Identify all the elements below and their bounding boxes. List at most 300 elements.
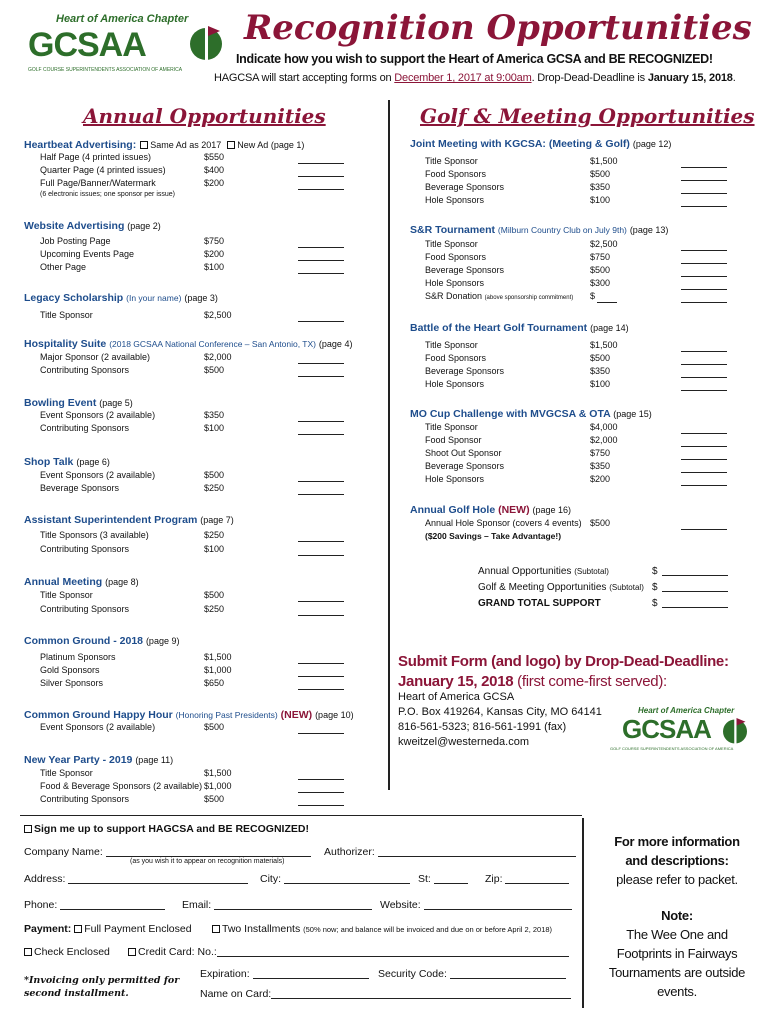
sponsor-amount-field[interactable] bbox=[681, 463, 727, 473]
sr-page: (page 13) bbox=[629, 225, 669, 235]
golf-subtotal-text: Golf & Meeting Opportunities bbox=[478, 582, 607, 593]
contact-email[interactable]: kweitzel@westerneda.com bbox=[398, 736, 529, 748]
sponsor-amount-field[interactable] bbox=[681, 450, 727, 460]
credit-card-label: Credit Card: bbox=[138, 946, 195, 958]
sponsor-label: Food Sponsors bbox=[425, 353, 487, 363]
sponsor-amount: $350 bbox=[590, 366, 611, 376]
installments-checkbox[interactable] bbox=[212, 925, 220, 933]
sr-donation-currency: $ bbox=[590, 291, 596, 301]
battle-page: (page 14) bbox=[590, 323, 629, 333]
sponsor-amount-field[interactable] bbox=[298, 312, 344, 322]
website-label: Website: bbox=[380, 899, 421, 911]
sponsor-amount: $500 bbox=[204, 722, 225, 732]
mocup-title: MO Cup Challenge with MVGCSA & OTA bbox=[410, 408, 611, 420]
name-on-card-label: Name on Card: bbox=[200, 988, 272, 1000]
security-row bbox=[378, 968, 566, 980]
sponsor-label: Event Sponsors (2 available) bbox=[40, 470, 156, 480]
sponsor-label: Beverage Sponsors bbox=[40, 483, 120, 493]
sponsor-amount-field[interactable] bbox=[681, 381, 727, 391]
golfhole-page: (page 16) bbox=[532, 505, 572, 515]
happyhour-page: (page 10) bbox=[315, 710, 354, 720]
sponsor-amount: $650 bbox=[204, 678, 225, 688]
sponsor-amount: $750 bbox=[590, 252, 611, 262]
email-row bbox=[182, 899, 372, 911]
mocup-section-title bbox=[410, 408, 652, 420]
assistant-title: Assistant Superintendent Program bbox=[24, 514, 198, 526]
sponsor-amount-field[interactable] bbox=[681, 424, 727, 434]
bowling-section-title bbox=[24, 397, 133, 409]
city-row bbox=[260, 873, 410, 885]
credit-row bbox=[128, 946, 569, 958]
sponsor-amount-field[interactable] bbox=[298, 680, 344, 690]
sr-donation-total-field[interactable] bbox=[681, 293, 727, 303]
sponsor-label: Quarter Page (4 printed issues) bbox=[40, 165, 166, 175]
logo-sub-text: GOLF COURSE SUPERINTENDENTS ASSOCIATION OF AMERICA bbox=[28, 67, 183, 73]
hospitality-page: (page 4) bbox=[318, 339, 353, 349]
sponsor-amount-field[interactable] bbox=[298, 264, 344, 274]
battle-section-title bbox=[410, 322, 629, 334]
sponsor-label: Job Posting Page bbox=[40, 236, 111, 246]
sponsor-amount-field[interactable] bbox=[298, 532, 344, 542]
sponsor-amount: $100 bbox=[204, 262, 225, 272]
sponsor-amount-field[interactable] bbox=[298, 238, 344, 248]
sponsor-amount-field[interactable] bbox=[298, 783, 344, 793]
annual-subtotal-sub: (Subtotal) bbox=[574, 567, 609, 576]
sponsor-label: Silver Sponsors bbox=[40, 678, 104, 688]
legacy-page: (page 3) bbox=[184, 293, 218, 303]
security-label: Security Code: bbox=[378, 968, 447, 980]
submit-line2 bbox=[398, 672, 729, 692]
sponsor-amount-field[interactable] bbox=[298, 592, 344, 602]
website-input[interactable] bbox=[424, 899, 572, 910]
note-block bbox=[600, 906, 754, 1001]
contact-org: Heart of America GCSA bbox=[398, 691, 515, 703]
sponsor-amount-field[interactable] bbox=[298, 770, 344, 780]
sponsor-label: Gold Sponsors bbox=[40, 665, 100, 675]
column-divider bbox=[388, 100, 390, 790]
golf-subtotal-field[interactable] bbox=[662, 582, 728, 592]
phone-input[interactable] bbox=[60, 899, 165, 910]
heartbeat-section-title bbox=[24, 139, 304, 151]
sponsor-amount: $100 bbox=[590, 195, 611, 205]
sponsor-label: Hole Sponsors bbox=[425, 278, 485, 288]
phone-row bbox=[24, 899, 165, 911]
installments-label: Two Installments bbox=[222, 923, 301, 935]
sponsor-amount-field[interactable] bbox=[681, 171, 727, 181]
installments-row bbox=[212, 923, 552, 935]
sponsor-amount: $200 bbox=[204, 249, 225, 259]
signup-row[interactable] bbox=[24, 823, 309, 835]
logo-main-text: GCSAA bbox=[28, 26, 146, 64]
email-label: Email: bbox=[182, 899, 212, 911]
hospitality-title: Hospitality Suite bbox=[24, 338, 107, 350]
submit-heading bbox=[398, 652, 729, 692]
email-input[interactable] bbox=[214, 899, 372, 910]
sponsor-amount: $350 bbox=[590, 182, 611, 192]
more-info-line1: For more information bbox=[614, 834, 740, 849]
golf-hole-amount: $500 bbox=[590, 518, 611, 528]
full-payment-checkbox[interactable] bbox=[74, 925, 82, 933]
company-note: (as you wish it to appear on recognition materials) bbox=[130, 858, 285, 865]
authorizer-label: Authorizer: bbox=[324, 846, 375, 858]
sponsor-label: Contributing Sponsors bbox=[40, 544, 130, 554]
golf-heading: Golf & Meeting Opportunities bbox=[420, 104, 755, 128]
form-side-divider bbox=[582, 818, 584, 1008]
sponsor-label: Full Page/Banner/Watermark bbox=[40, 178, 156, 188]
legacy-section-title bbox=[24, 292, 218, 304]
sponsor-amount-field[interactable] bbox=[681, 267, 727, 277]
sponsor-amount-field[interactable] bbox=[681, 184, 727, 194]
happyhour-section-title bbox=[24, 709, 354, 721]
sponsor-label: Title Sponsor bbox=[425, 422, 478, 432]
phone-label: Phone: bbox=[24, 899, 58, 911]
submit-line1: Submit Form (and logo) by Drop-Dead-Deadline: bbox=[398, 653, 729, 670]
newyear-section-title bbox=[24, 754, 173, 766]
signup-checkbox[interactable] bbox=[24, 825, 32, 833]
sponsor-amount: $250 bbox=[204, 604, 225, 614]
commonground-title: Common Ground - 2018 bbox=[24, 635, 144, 647]
zip-row bbox=[485, 873, 569, 885]
expiration-input[interactable] bbox=[253, 968, 369, 979]
sponsor-amount: $1,500 bbox=[590, 340, 618, 350]
bowling-page: (page 5) bbox=[99, 398, 133, 408]
notice-deadline: January 15, 2018 bbox=[647, 72, 733, 84]
new-ad-checkbox[interactable] bbox=[227, 141, 235, 149]
sponsor-label: Beverage Sponsors bbox=[425, 182, 505, 192]
sponsor-amount: $100 bbox=[590, 379, 611, 389]
company-label: Company Name: bbox=[24, 846, 103, 858]
happyhour-note: (Honoring Past Presidents) bbox=[175, 710, 278, 720]
newyear-page: (page 11) bbox=[135, 755, 174, 765]
sponsor-label: Hole Sponsors bbox=[425, 379, 485, 389]
golfhole-section-title bbox=[410, 504, 571, 516]
check-checkbox[interactable] bbox=[24, 948, 32, 956]
sponsor-amount-field[interactable] bbox=[681, 342, 727, 352]
annual-subtotal-currency: $ bbox=[652, 566, 658, 577]
sponsor-amount: $1,000 bbox=[204, 781, 232, 791]
joint-section-title bbox=[410, 138, 671, 150]
sponsor-label: Title Sponsor bbox=[425, 156, 478, 166]
annual-subtotal-label bbox=[478, 566, 609, 577]
sponsor-amount: $500 bbox=[204, 590, 225, 600]
logo-bottom-main: GCSAA bbox=[622, 714, 711, 744]
website-page: (page 2) bbox=[127, 221, 161, 231]
note-body: The Wee One and Footprints in Fairways Tournaments are outside events. bbox=[608, 927, 746, 999]
sponsor-amount: $100 bbox=[204, 544, 225, 554]
shoptalk-page: (page 6) bbox=[76, 457, 110, 467]
zip-label: Zip: bbox=[485, 873, 503, 885]
legacy-title: Legacy Scholarship bbox=[24, 292, 124, 304]
signup-label: Sign me up to support HAGCSA and BE RECOGNIZED! bbox=[34, 823, 309, 835]
sr-donation-text: S&R Donation bbox=[425, 291, 483, 301]
state-row bbox=[418, 873, 468, 885]
credit-card-checkbox[interactable] bbox=[128, 948, 136, 956]
city-label: City: bbox=[260, 873, 281, 885]
assistant-section-title bbox=[24, 514, 234, 526]
sponsor-amount: $4,000 bbox=[590, 422, 618, 432]
sponsor-amount: $750 bbox=[204, 236, 225, 246]
annualmeeting-section-title bbox=[24, 576, 139, 588]
company-row bbox=[24, 846, 311, 858]
annualmeeting-page: (page 8) bbox=[105, 577, 139, 587]
notice-end: . bbox=[732, 72, 736, 84]
sponsor-label: Shoot Out Sponsor bbox=[425, 448, 502, 458]
state-input[interactable] bbox=[434, 873, 468, 884]
contact-block bbox=[398, 690, 602, 750]
authorizer-row bbox=[324, 846, 576, 858]
sponsor-label: Event Sponsors (2 available) bbox=[40, 410, 156, 420]
sponsor-amount-field[interactable] bbox=[298, 667, 344, 677]
full-payment-label: Full Payment Enclosed bbox=[84, 923, 192, 935]
legacy-note: (In your name) bbox=[126, 293, 182, 303]
sponsor-amount-field[interactable] bbox=[298, 724, 344, 734]
sponsor-amount: $500 bbox=[204, 794, 225, 804]
sponsor-amount-field[interactable] bbox=[298, 354, 344, 364]
bowling-title: Bowling Event bbox=[24, 397, 97, 409]
same-ad-option[interactable] bbox=[140, 140, 221, 150]
sr-section-title bbox=[410, 224, 668, 236]
sponsor-amount: $200 bbox=[204, 178, 225, 188]
sponsor-amount: $500 bbox=[204, 470, 225, 480]
sponsor-amount: $300 bbox=[590, 278, 611, 288]
more-info-block bbox=[592, 832, 762, 889]
sponsor-amount: $200 bbox=[590, 474, 611, 484]
notice-mid: . Drop-Dead-Deadline is bbox=[531, 72, 648, 84]
page-subtitle: Indicate how you wish to support the Heart of America GCSA and BE RECOGNIZED! bbox=[236, 52, 713, 66]
sponsor-label: Contributing Sponsors bbox=[40, 604, 130, 614]
sponsor-amount-field[interactable] bbox=[298, 412, 344, 422]
sponsor-amount: $550 bbox=[204, 152, 225, 162]
gcsaa-logo-bottom bbox=[610, 706, 750, 756]
sponsor-amount-field[interactable] bbox=[681, 241, 727, 251]
happyhour-new-badge: (NEW) bbox=[280, 709, 313, 721]
logo-bottom-chapter: Heart of America Chapter bbox=[638, 706, 735, 715]
card-number-input[interactable] bbox=[217, 946, 569, 957]
sponsor-amount-field[interactable] bbox=[298, 796, 344, 806]
authorizer-input[interactable] bbox=[378, 846, 576, 857]
sponsor-label: Event Sponsors (2 available) bbox=[40, 722, 156, 732]
heartbeat-title: Heartbeat Advertising: bbox=[24, 139, 137, 151]
zip-input[interactable] bbox=[505, 873, 569, 884]
sponsor-amount-field[interactable] bbox=[681, 437, 727, 447]
page-title: Recognition Opportunities bbox=[244, 8, 752, 48]
golfhole-title: Annual Golf Hole bbox=[410, 504, 496, 516]
sponsor-amount-field[interactable] bbox=[681, 158, 727, 168]
annualmeeting-title: Annual Meeting bbox=[24, 576, 103, 588]
sponsor-amount-field[interactable] bbox=[681, 476, 727, 486]
form-divider bbox=[20, 815, 582, 816]
sr-donation-amount-field[interactable] bbox=[597, 293, 617, 303]
sponsor-amount: $100 bbox=[204, 423, 225, 433]
sponsor-amount: $400 bbox=[204, 165, 225, 175]
same-ad-checkbox[interactable] bbox=[140, 141, 148, 149]
sponsor-amount-field[interactable] bbox=[298, 546, 344, 556]
newyear-title: New Year Party - 2019 bbox=[24, 754, 133, 766]
sr-donation-label bbox=[425, 291, 573, 301]
sponsor-label: Major Sponsor (2 available) bbox=[40, 352, 151, 362]
sponsor-amount: $500 bbox=[590, 353, 611, 363]
sponsor-label: Hole Sponsors bbox=[425, 195, 485, 205]
annual-heading: Annual Opportunities bbox=[83, 104, 326, 128]
sr-donation-note: (above sponsorship commitment) bbox=[484, 295, 574, 301]
sr-title: S&R Tournament bbox=[410, 224, 495, 236]
sponsor-label: Food Sponsors bbox=[425, 252, 487, 262]
sponsor-label: Title Sponsors (3 available) bbox=[40, 530, 149, 540]
sponsor-amount-field[interactable] bbox=[298, 654, 344, 664]
joint-page: (page 12) bbox=[632, 139, 672, 149]
hospitality-note: (2018 GCSAA National Conference – San Antonio, TX) bbox=[109, 339, 316, 349]
new-ad-option[interactable] bbox=[227, 140, 271, 150]
city-input[interactable] bbox=[284, 873, 410, 884]
sponsor-amount-field[interactable] bbox=[298, 154, 344, 164]
sponsor-label: Upcoming Events Page bbox=[40, 249, 135, 259]
commonground-page: (page 9) bbox=[145, 636, 180, 646]
sponsor-amount: $350 bbox=[590, 461, 611, 471]
invoicing-note: *Invoicing only permitted for second installment. bbox=[24, 975, 180, 999]
sponsor-amount-field[interactable] bbox=[298, 251, 344, 261]
sponsor-label: Platinum Sponsors bbox=[40, 652, 116, 662]
state-label: St: bbox=[418, 873, 431, 885]
note-title: Note: bbox=[661, 908, 693, 923]
sponsor-label: Beverage Sponsors bbox=[425, 265, 505, 275]
name-on-card-input[interactable] bbox=[271, 988, 571, 999]
contact-phones: 816-561-5323; 816-561-1991 (fax) bbox=[398, 721, 567, 733]
sponsor-amount-field[interactable] bbox=[681, 254, 727, 264]
sponsor-amount-field[interactable] bbox=[298, 180, 344, 190]
grand-total-field[interactable] bbox=[662, 598, 728, 608]
sponsor-label: Contributing Sponsors bbox=[40, 423, 130, 433]
sponsor-label: Title Sponsor bbox=[40, 768, 93, 778]
golf-hole-item: Annual Hole Sponsor (covers 4 events) bbox=[425, 518, 582, 528]
name-on-card-row bbox=[200, 988, 571, 1000]
sponsor-amount-field[interactable] bbox=[681, 197, 727, 207]
sponsor-label: Title Sponsor bbox=[40, 310, 93, 320]
sponsor-label: Food & Beverage Sponsors (2 available) bbox=[40, 781, 203, 791]
commonground-section-title bbox=[24, 635, 179, 647]
website-row bbox=[380, 899, 572, 911]
sponsor-amount: $500 bbox=[590, 265, 611, 275]
golf-subtotal-currency: $ bbox=[652, 582, 658, 593]
security-input[interactable] bbox=[450, 968, 566, 979]
company-input[interactable] bbox=[106, 846, 311, 857]
sponsor-amount-field[interactable] bbox=[681, 368, 727, 378]
new-ad-label: New Ad bbox=[237, 140, 269, 150]
logo-bottom-sub: GOLF COURSE SUPERINTENDENTS ASSOCIATION OF AMERICA bbox=[610, 746, 734, 751]
payment-label: Payment: bbox=[24, 923, 72, 935]
sponsor-label: Other Page bbox=[40, 262, 87, 272]
card-number-label: No.: bbox=[197, 946, 217, 958]
sponsor-amount-field[interactable] bbox=[681, 280, 727, 290]
sponsor-label: Food Sponsors bbox=[425, 169, 487, 179]
sponsor-amount: $1,000 bbox=[204, 665, 232, 675]
notice-line bbox=[214, 72, 736, 84]
sponsor-label: Hole Sponsors bbox=[425, 474, 485, 484]
golf-flag-icon bbox=[186, 18, 226, 66]
sponsor-amount-field[interactable] bbox=[298, 367, 344, 377]
sponsor-label: Contributing Sponsors bbox=[40, 365, 130, 375]
sponsor-amount: $250 bbox=[204, 483, 225, 493]
sponsor-amount: $1,500 bbox=[204, 652, 232, 662]
annual-subtotal-field[interactable] bbox=[662, 566, 728, 576]
website-title: Website Advertising bbox=[24, 220, 125, 232]
sponsor-amount: $500 bbox=[590, 169, 611, 179]
sponsor-amount-field[interactable] bbox=[298, 606, 344, 616]
sponsor-amount: $350 bbox=[204, 410, 225, 420]
sr-note: (Milburn Country Club on July 9th) bbox=[497, 225, 627, 235]
heartbeat-page: (page 1) bbox=[270, 140, 305, 150]
shoptalk-section-title bbox=[24, 456, 110, 468]
check-label: Check Enclosed bbox=[34, 946, 110, 958]
sponsor-amount: $1,500 bbox=[204, 768, 232, 778]
notice-pre: HAGCSA will start accepting forms on bbox=[214, 72, 395, 84]
golf-subtotal-sub: (Subtotal) bbox=[609, 583, 644, 592]
sponsor-amount: $2,000 bbox=[590, 435, 618, 445]
golfhole-new-badge: (NEW) bbox=[498, 504, 530, 516]
address-row bbox=[24, 873, 248, 885]
sponsor-label: Title Sponsor bbox=[425, 340, 478, 350]
sponsor-amount: $500 bbox=[204, 365, 225, 375]
golf-flag-icon bbox=[720, 712, 750, 748]
payment-row bbox=[24, 923, 192, 935]
annual-subtotal-text: Annual Opportunities bbox=[478, 566, 572, 577]
sponsor-label: Beverage Sponsors bbox=[425, 366, 505, 376]
sponsor-amount: $2,500 bbox=[204, 310, 232, 320]
golf-hole-amount-field[interactable] bbox=[681, 520, 727, 530]
notice-date: December 1, 2017 at 9:00am bbox=[394, 72, 532, 84]
hospitality-section-title bbox=[24, 338, 352, 350]
grand-total-currency: $ bbox=[652, 598, 658, 609]
joint-title: Joint Meeting with KGCSA: (Meeting & Golf) bbox=[410, 138, 630, 150]
check-row bbox=[24, 946, 110, 958]
sponsor-amount-field[interactable] bbox=[298, 167, 344, 177]
sponsor-label: Beverage Sponsors bbox=[425, 461, 505, 471]
golf-hole-savings: ($200 Savings – Take Advantage!) bbox=[425, 531, 562, 541]
more-info-line2: and descriptions: bbox=[625, 853, 729, 868]
happyhour-title: Common Ground Happy Hour bbox=[24, 709, 173, 721]
sponsor-amount-field[interactable] bbox=[298, 425, 344, 435]
sponsor-amount: $2,000 bbox=[204, 352, 232, 362]
website-section-title bbox=[24, 220, 161, 232]
mocup-page: (page 15) bbox=[613, 409, 652, 419]
address-label: Address: bbox=[24, 873, 66, 885]
same-ad-label: Same Ad as 2017 bbox=[150, 140, 222, 150]
sponsor-amount: $2,500 bbox=[590, 239, 618, 249]
gcsaa-logo-top bbox=[28, 10, 228, 75]
sponsor-label: Title Sponsor bbox=[425, 239, 478, 249]
shoptalk-title: Shop Talk bbox=[24, 456, 74, 468]
sponsor-amount-field[interactable] bbox=[298, 485, 344, 495]
heartbeat-note: (6 electronic issues; one sponsor per issue) bbox=[40, 191, 176, 198]
sponsor-amount-field[interactable] bbox=[298, 472, 344, 482]
logo-chapter-text: Heart of America Chapter bbox=[56, 13, 189, 25]
sponsor-label: Half Page (4 printed issues) bbox=[40, 152, 152, 162]
sponsor-label: Food Sponsor bbox=[425, 435, 482, 445]
expiration-label: Expiration: bbox=[200, 968, 250, 980]
sponsor-amount: $750 bbox=[590, 448, 611, 458]
assistant-page: (page 7) bbox=[200, 515, 234, 525]
sponsor-amount-field[interactable] bbox=[681, 355, 727, 365]
more-info-line3: please refer to packet. bbox=[616, 872, 738, 887]
battle-title: Battle of the Heart Golf Tournament bbox=[410, 322, 588, 334]
expiration-row bbox=[200, 968, 369, 980]
sponsor-label: Contributing Sponsors bbox=[40, 794, 130, 804]
installments-note: (50% now; and balance will be invoiced and due on or before April 2, 2018) bbox=[303, 925, 553, 934]
sponsor-amount: $1,500 bbox=[590, 156, 618, 166]
submit-deadline: January 15, 2018 bbox=[398, 673, 514, 690]
address-input[interactable] bbox=[68, 873, 248, 884]
sponsor-amount: $250 bbox=[204, 530, 225, 540]
grand-total-label: GRAND TOTAL SUPPORT bbox=[478, 598, 601, 609]
